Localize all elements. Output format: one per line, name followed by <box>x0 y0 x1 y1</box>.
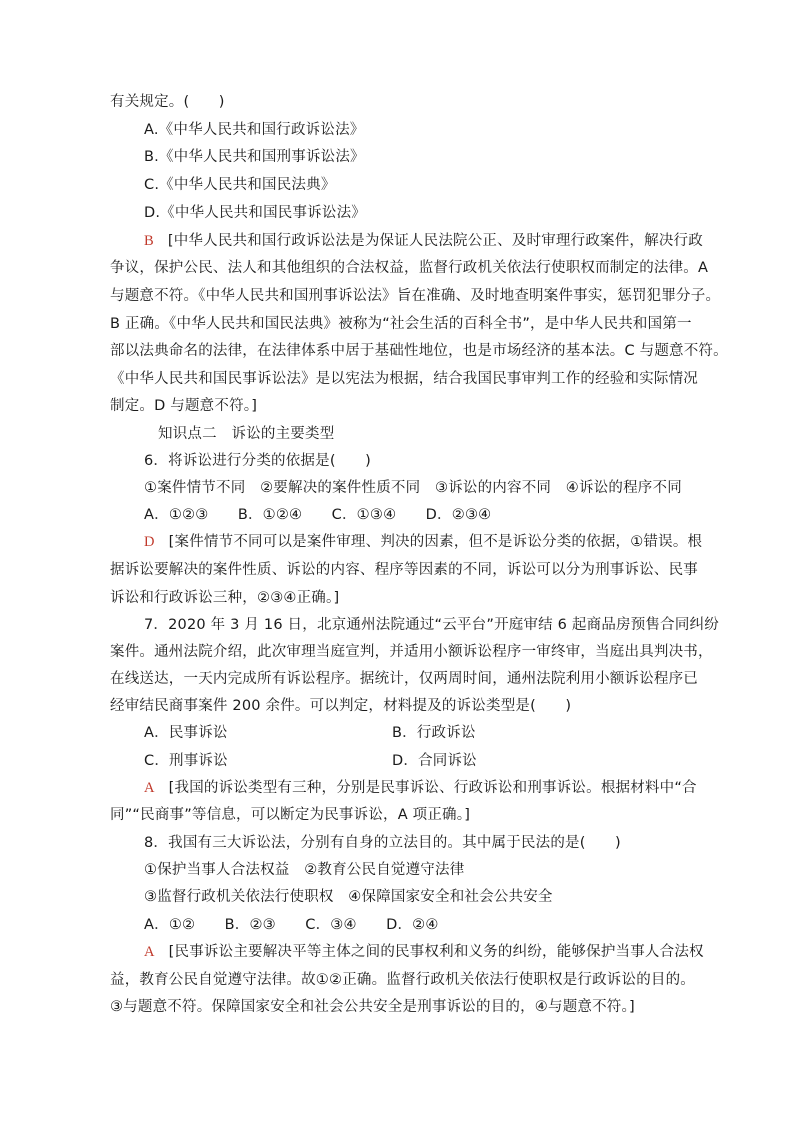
q5-explanation-line-7: 制定。D 与题意不符。] <box>110 398 258 414</box>
q6-statements: ①案件情节不同 ②要解决的案件性质不同 ③诉讼的内容不同 ④诉讼的程序不同 <box>144 480 682 496</box>
q5-stem-tail: 有关规定。( ) <box>110 94 225 110</box>
q6-answer: D <box>144 534 155 550</box>
q7-stem-line-1: 7．2020 年 3 月 16 日，北京通州法院通过“云平台”开庭审结 6 起商品房预售合同纠纷 <box>144 617 719 633</box>
q6-explanation-line-1 <box>144 532 702 552</box>
q5-explanation-line-2: 争议，保护公民、法人和其他组织的合法权益，监督行政机关依法行使职权而制定的法律。A <box>110 260 709 276</box>
q8-explanation-text: [民事诉讼主要解决平等主体之间的民事权利和义务的纠纷，能够保护当事人合法权 <box>168 944 704 960</box>
q5-explanation-line-1 <box>144 231 703 251</box>
q8-stem: 8．我国有三大诉讼法，分别有自身的立法目的。其中属于民法的是( ) <box>144 835 621 851</box>
q5-option-d: D.《中华人民共和国民事诉讼法》 <box>144 205 366 221</box>
q6-explanation-line-2: 据诉讼要解决的案件性质、诉讼的内容、程序等因素的不同，诉讼可以分为刑事诉讼、民事 <box>110 562 698 578</box>
q8-explanation-line-1 <box>144 942 704 962</box>
q8-choices: A．①② B．②③ C．③④ D．②④ <box>144 917 439 933</box>
q8-explanation-line-3: ③与题意不符。保障国家安全和社会公共安全是刑事诉讼的目的，④与题意不符。] <box>110 999 635 1015</box>
q6-explanation-text: [案件情节不同可以是案件审理、判决的因素，但不是诉讼分类的依据，①错误。根 <box>168 534 703 550</box>
q6-explanation-line-3: 诉讼和行政诉讼三种，②③④正确。] <box>110 590 340 606</box>
section-heading: 知识点二 诉讼的主要类型 <box>158 426 335 442</box>
q5-option-a: A.《中华人民共和国行政诉讼法》 <box>144 122 365 138</box>
q5-explanation-line-6: 《中华人民共和国民事诉讼法》是以宪法为根据，结合我国民事审判工作的经验和实际情况 <box>110 371 698 387</box>
q5-option-b: B.《中华人民共和国刑事诉讼法》 <box>144 149 365 165</box>
q5-explanation-line-4: B 正确。《中华人民共和国民法典》被称为“社会生活的百科全书”，是中华人民共和国第一 <box>110 316 692 332</box>
q8-answer: A <box>144 944 155 960</box>
q7-option-a: A．民事诉讼 <box>144 725 228 741</box>
q6-choices: A．①②③ B．①②④ C．①③④ D．②③④ <box>144 507 492 523</box>
q6-stem: 6．将诉讼进行分类的依据是( ) <box>144 453 371 469</box>
q8-statements-1: ①保护当事人合法权益 ②教育公民自觉遵守法律 <box>144 862 465 878</box>
q7-answer: A <box>144 780 155 796</box>
q7-option-d: D．合同诉讼 <box>392 753 477 769</box>
q7-explanation-text: [我国的诉讼类型有三种，分别是民事诉讼、行政诉讼和刑事诉讼。根据材料中“合 <box>168 780 697 796</box>
q5-explanation-line-3: 与题意不符。《中华人民共和国刑事诉讼法》旨在准确、及时地查明案件事实，惩罚犯罪分子。 <box>110 288 721 304</box>
q5-explanation-text: [中华人民共和国行政诉讼法是为保证人民法院公正、及时审理行政案件，解决行政 <box>167 233 703 249</box>
q8-statements-2: ③监督行政机关依法行使职权 ④保障国家安全和社会公共安全 <box>144 889 553 905</box>
q7-stem-line-2: 案件。通州法院介绍，此次审理当庭宣判，并适用小额诉讼程序一审终审，当庭出具判决书， <box>110 644 713 660</box>
q5-explanation-line-5: 部以法典命名的法律，在法律体系中居于基础性地位，也是市场经济的基本法。C 与题意不符。 <box>110 343 728 359</box>
q7-option-b: B．行政诉讼 <box>392 725 476 741</box>
q7-explanation-line-1 <box>144 778 697 798</box>
q8-explanation-line-2: 益，教育公民自觉遵守法律。故①②正确。监督行政机关依法行使职权是行政诉讼的目的。 <box>110 972 695 988</box>
q5-option-c: C.《中华人民共和国民法典》 <box>144 177 336 193</box>
q7-stem-line-4: 经审结民商事案件 200 余件。可以判定，材料提及的诉讼类型是( ) <box>110 698 572 714</box>
q7-explanation-line-2: 同”“民商事”等信息，可以断定为民事诉讼，A 项正确。] <box>110 807 471 823</box>
q7-stem-line-3: 在线送达，一天内完成所有诉讼程序。据统计，仅两周时间，通州法院利用小额诉讼程序已 <box>110 671 698 687</box>
q5-answer: B <box>144 233 154 249</box>
q7-option-c: C．刑事诉讼 <box>144 753 228 769</box>
